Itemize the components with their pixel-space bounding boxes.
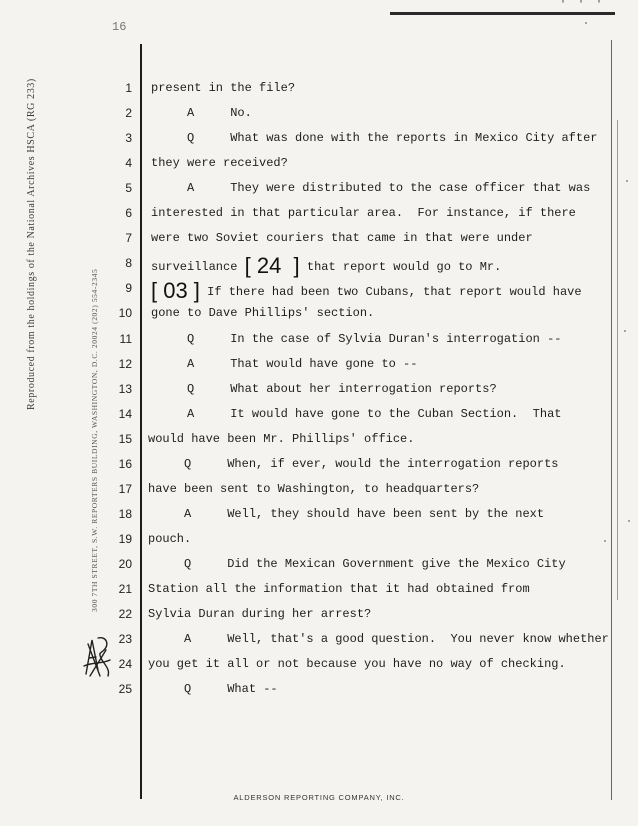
line-text: A No. [151, 106, 252, 120]
line-number: 8 [125, 256, 132, 270]
transcript-line [148, 532, 191, 546]
archive-side-note: Reproduced from the holdings of the National Archives HSCA (RG 233) [26, 78, 37, 410]
line-number: 2 [125, 106, 132, 120]
line-number: 21 [118, 582, 132, 596]
line-number: 10 [118, 306, 132, 320]
line-number: 19 [118, 532, 132, 546]
page-number: 16 [112, 20, 127, 34]
line-text: gone to Dave Phillips' section. [151, 306, 375, 320]
line-number: 13 [118, 382, 132, 396]
line-number: 12 [118, 357, 132, 371]
line-number: 24 [118, 657, 132, 671]
line-text: would have been Mr. Phillips' office. [148, 432, 415, 446]
transcript-line [151, 306, 374, 320]
transcript-line [148, 682, 278, 696]
line-number: 9 [125, 281, 132, 295]
transcript-line [148, 432, 414, 446]
transcript-line [151, 231, 533, 245]
line-text: have been sent to Washington, to headquarters? [148, 482, 480, 496]
line-number: 16 [118, 457, 132, 471]
right-margin-rule-inner [617, 120, 618, 600]
speck [628, 520, 630, 522]
line-number: 25 [118, 682, 132, 696]
transcript-line [151, 407, 561, 421]
line-text: If there had been two Cubans, that report would have [199, 285, 582, 299]
line-number: 20 [118, 557, 132, 571]
transcript-line [148, 482, 479, 496]
line-text: A That would have gone to -- [151, 357, 418, 371]
transcript-line [151, 357, 417, 371]
speck [626, 180, 628, 182]
transcript-line [148, 582, 530, 596]
line-text: Q When, if ever, would the interrogation reports [148, 457, 559, 471]
transcript-line [151, 156, 288, 170]
line-text: Q What was done with the reports in Mexico City after [151, 131, 598, 145]
line-text: A They were distributed to the case officer that was [151, 181, 591, 195]
transcript-line [151, 131, 597, 145]
line-text: Q What -- [148, 682, 278, 696]
line-text: A It would have gone to the Cuban Section. That [151, 407, 562, 421]
line-text: Q In the case of Sylvia Duran's interrogation -- [151, 332, 562, 346]
line-text: Q What about her interrogation reports? [151, 382, 497, 396]
right-margin-rule [611, 40, 612, 800]
line-number: 5 [125, 181, 132, 195]
line-text: Q Did the Mexican Government give the Mexico City [148, 557, 566, 571]
transcript-line [151, 277, 582, 303]
footer-company: ALDERSON REPORTING COMPANY, INC. [233, 793, 405, 802]
line-text: interested in that particular area. For instance, if there [151, 206, 576, 220]
transcript-line [148, 632, 609, 646]
transcript-line [151, 181, 590, 195]
line-number: 18 [118, 507, 132, 521]
line-number: 15 [118, 432, 132, 446]
line-text: pouch. [148, 532, 192, 546]
speck [604, 540, 606, 542]
redaction-code: [ 03 ] [151, 278, 200, 303]
line-number: 23 [118, 632, 132, 646]
line-number: 7 [125, 231, 132, 245]
line-text: they were received? [151, 156, 288, 170]
line-number: 4 [125, 156, 132, 170]
top-marks: ' ' ' [560, 0, 606, 11]
transcript-line [148, 507, 544, 521]
line-text: present in the file? [151, 81, 296, 95]
line-number: 3 [125, 131, 132, 145]
line-number: 1 [125, 81, 132, 95]
line-number: 11 [119, 332, 132, 346]
line-text: Station all the information that it had obtained from [148, 582, 530, 596]
line-text: that report would go to Mr. [299, 260, 502, 274]
transcript-line [148, 607, 371, 621]
speck [585, 22, 587, 24]
line-number: 14 [118, 407, 132, 421]
line-text: A Well, that's a good question. You never know whether [148, 632, 609, 646]
redaction-code: [ 24 ] [244, 253, 300, 278]
transcript-line [151, 382, 497, 396]
line-text: surveillance [151, 260, 245, 274]
transcript-line [151, 252, 502, 278]
line-text: were two Soviet couriers that came in that were under [151, 231, 533, 245]
reporter-side-note: 300 7TH STREET, S.W. REPORTERS BUILDING, WASHINGTON, D.C. 20024 (202) 554-2345 [90, 268, 99, 612]
speck [624, 330, 626, 332]
line-text: A Well, they should have been sent by the next [148, 507, 545, 521]
line-text: you get it all or not because you have no way of checking. [148, 657, 566, 671]
top-rule [390, 12, 615, 15]
transcript-line [148, 557, 566, 571]
transcript-line [151, 332, 561, 346]
transcript-line [148, 457, 558, 471]
transcript-line [151, 206, 576, 220]
line-number: 22 [118, 607, 132, 621]
left-margin-rule [140, 44, 142, 799]
line-number: 6 [125, 206, 132, 220]
transcript-line [151, 106, 252, 120]
transcript-line [151, 81, 295, 95]
line-number: 17 [118, 482, 132, 496]
transcript-line [148, 657, 566, 671]
line-text: Sylvia Duran during her arrest? [148, 607, 372, 621]
